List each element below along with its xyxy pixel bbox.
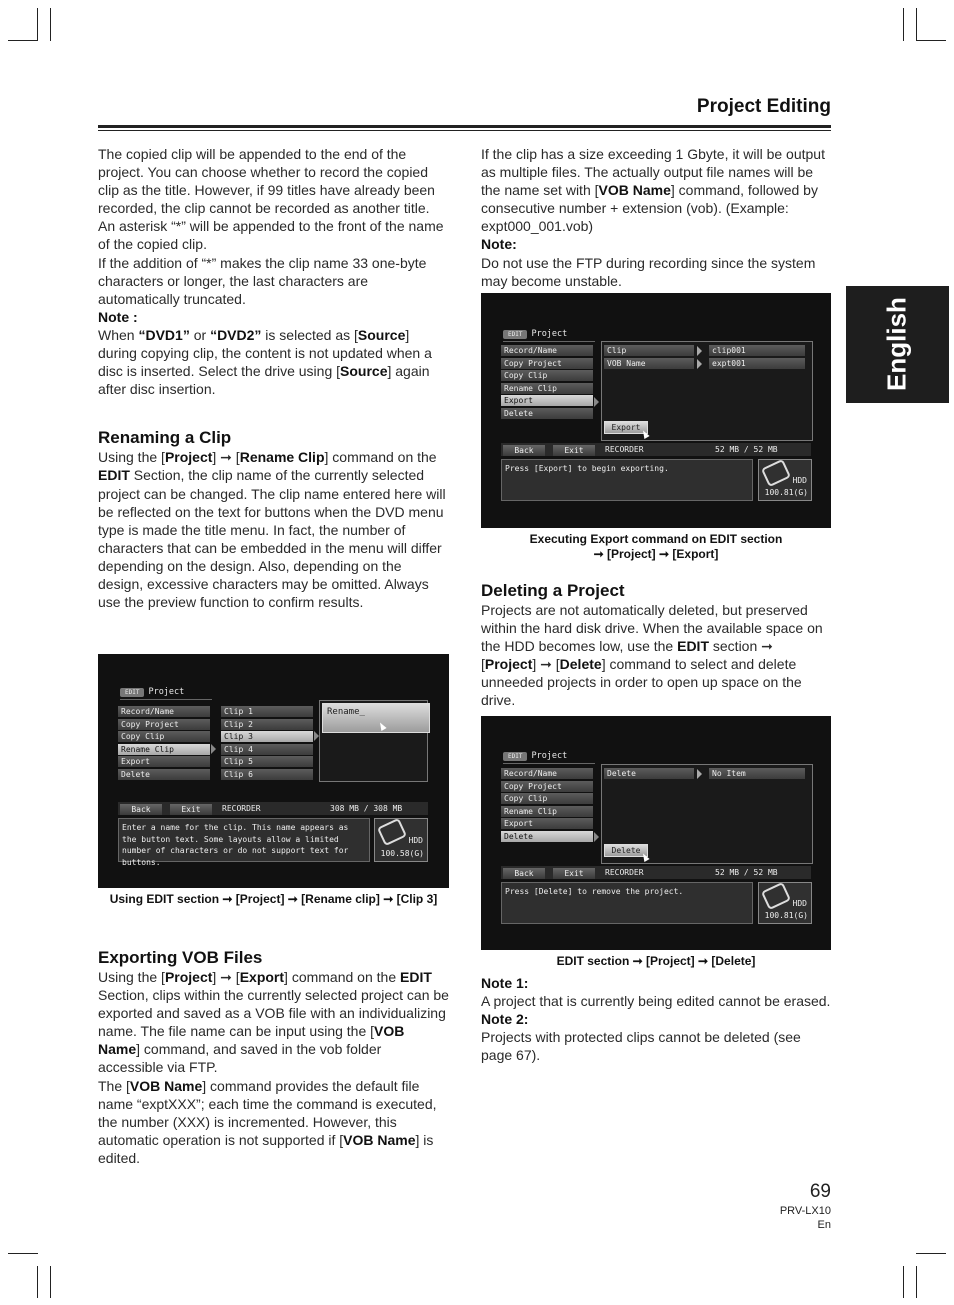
menu-item-selected[interactable]: Rename Clip (118, 744, 210, 755)
delete-caption: EDIT section ➞ [Project] ➞ [Delete] (556, 954, 756, 968)
rename-caption: Using EDIT section ➞ [Project] ➞ [Rename clip] ➞ [Clip 3] (109, 892, 438, 906)
menu-item[interactable]: Copy Project (501, 358, 593, 369)
menu-item[interactable]: Delete (118, 769, 210, 780)
field-label: Delete (604, 768, 694, 779)
menu-item[interactable]: Rename Clip (501, 383, 593, 394)
space-readout: 308 MB / 308 MB (330, 804, 403, 813)
intro-paragraph: The copied clip will be appended to the end of the project. You can choose whether to record the copied clip as the title. However, if 99 titles have already been recorded, the clip cannot be recorded as another title. (98, 146, 435, 217)
clip-value[interactable]: clip001 (709, 345, 805, 356)
space-readout: 52 MB / 52 MB (715, 868, 778, 877)
menu-item[interactable]: Copy Clip (118, 731, 210, 742)
export-caption: Executing Export command on EDIT section ➞ [Project] ➞ [Export] (529, 532, 783, 561)
exporting-text: Using the [Project] ➞ [Export] command on the EDIT Section, clips within the currently selected project can be exported and saved as a VOB file with an individualizing name. The file name can be input using the [VOB Name] command, and saved in the vob folder accessible via FTP. (98, 969, 449, 1076)
exporting-text-2: The [VOB Name] command provides the default file name “exptXXX”; each time the command is executed, the number (XXX) is incremented. However, this automatic operation is not supported if [VOB Name] is edited. (98, 1077, 437, 1166)
menu-item[interactable]: Export (118, 756, 210, 767)
deleting-text: Projects are not automatically deleted, but preserved within the hard disk drive. When the available space on the HDD becomes low, use the EDIT section ➞ [Project] ➞ [Delete] command to select and delete unneeded projects in order to open up space on the drive. (481, 602, 823, 709)
hdd-indicator: HDD 100.81(G) (758, 459, 812, 501)
section-title: Project Editing (696, 96, 831, 117)
delete-button[interactable]: Delete (604, 844, 648, 857)
delete-screenshot: EDIT Project Record/Name Copy Project Copy Clip Rename Clip Export Delete Delete No Item Delete Back Exit RECORDER 52 MB / 52 MB Press [Delete] to remove the project. HDD 100.81(G) (481, 716, 831, 950)
note-label: Note : (98, 308, 138, 325)
exporting-heading: Exporting VOB Files (98, 948, 263, 967)
message-box: Enter a name for the clip. This name appears as the button text. Some layouts allow a limited number of characters or do not support text for buttons. (118, 818, 370, 862)
hdd-indicator: HDD 100.81(G) (758, 882, 812, 924)
clip-item[interactable]: Clip 1 (221, 706, 313, 717)
field-label: VOB Name (604, 358, 694, 369)
header-rule-thin (98, 130, 831, 131)
clip-item[interactable]: Clip 6 (221, 769, 313, 780)
message-box: Press [Export] to begin exporting. (501, 459, 753, 501)
deleting-section (481, 581, 831, 710)
menu-item[interactable]: Record/Name (501, 345, 593, 356)
page-number: 69 (809, 1181, 831, 1202)
tab-project: Project (148, 687, 185, 697)
space-readout: 52 MB / 52 MB (715, 445, 778, 454)
renaming-text: Using the [Project] ➞ [Rename Clip] command on the EDIT Section, the clip name of the currently selected project can be changed. The clip name entered here will be reflected on the text for buttons when the DVD menu type is made the title menu. In fact, the number of characters that can be embedded in the menu will differ depending on the design. Also, depending on the design, excessive characters may be omitted. Always use the preview function to confirm results. (98, 449, 446, 611)
tab-project: Project (531, 329, 568, 339)
menu-item-selected[interactable]: Export (501, 395, 593, 406)
intro-paragraph: An asterisk “*” will be appended to the front of the name of the copied clip. (98, 218, 444, 253)
note1-text: A project that is currently being edited cannot be erased. (481, 993, 831, 1010)
clip-item-selected[interactable]: Clip 3 (221, 731, 313, 742)
menu-item[interactable]: Record/Name (118, 706, 210, 717)
rename-field[interactable]: Rename_ (322, 703, 430, 733)
delete-notes (481, 974, 831, 1064)
export-button[interactable]: Export (604, 421, 648, 434)
renaming-heading: Renaming a Clip (98, 428, 232, 448)
menu-item[interactable]: Copy Project (118, 719, 210, 730)
recorder-label: RECORDER (605, 868, 644, 877)
menu-item[interactable]: Export (501, 818, 593, 829)
menu-item[interactable]: Record/Name (501, 768, 593, 779)
hdd-icon (761, 882, 791, 910)
menu-item[interactable]: Copy Clip (501, 370, 593, 381)
menu-item[interactable]: Rename Clip (501, 806, 593, 817)
recorder-label: RECORDER (222, 804, 261, 813)
recorder-label: RECORDER (605, 445, 644, 454)
back-button[interactable]: Back (503, 868, 545, 879)
back-button[interactable]: Back (120, 804, 162, 815)
left-column (98, 145, 450, 611)
note-label: Note: (481, 236, 517, 253)
project-value[interactable]: No Item (709, 768, 805, 779)
note1-label: Note 1: (481, 975, 529, 991)
exit-button[interactable]: Exit (170, 804, 212, 815)
export-screenshot: EDIT Project Record/Name Copy Project Copy Clip Rename Clip Export Delete Clip VOB Name clip001 expt001 Export Back Exit RECORDER 52 MB / 52 MB Press [Export] to begin exporting. HDD 100.81(G) (481, 293, 831, 528)
clip-item[interactable]: Clip 5 (221, 756, 313, 767)
exit-button[interactable]: Exit (553, 445, 595, 456)
hdd-indicator: HDD 100.58(G) (374, 818, 428, 862)
rename-screenshot: EDIT Project Record/Name Copy Project Copy Clip Rename Clip Export Delete Clip 1 Clip 2 Clip 3 Clip 4 Clip 5 Clip 6 Rename_ Back Exit RECORDER 308 MB / 308 MB Enter a name for the clip. This name appears as the button text. Some layouts allow a limited number of characters or do not support text for buttons. HDD 100.58(G) (98, 654, 449, 888)
model-code: PRV-LX10 En (779, 1205, 831, 1231)
hdd-icon (377, 818, 407, 846)
deleting-heading: Deleting a Project (481, 581, 625, 600)
clip-item[interactable]: Clip 2 (221, 719, 313, 730)
note2-label: Note 2: (481, 1011, 529, 1028)
note2-text: Projects with protected clips cannot be deleted (see page 67). (481, 1029, 801, 1064)
note-text: Do not use the FTP during recording since the system may become unstable. (481, 254, 816, 289)
exit-button[interactable]: Exit (553, 868, 595, 879)
exporting-section (98, 948, 450, 1167)
tab-project: Project (531, 751, 568, 761)
language-tab: English (846, 286, 949, 403)
message-box: Press [Delete] to remove the project. (501, 882, 753, 924)
field-label: Clip (604, 345, 694, 356)
vob-name-value[interactable]: expt001 (709, 358, 805, 369)
menu-item-selected[interactable]: Delete (501, 831, 593, 842)
menu-item[interactable]: Copy Project (501, 781, 593, 792)
size-text: If the clip has a size exceeding 1 Gbyte, it will be output as multiple files. The actually output file names will be the name set with [VOB Name] command, followed by consecutive number + extension (vob). (Example: expt000_001.vob) (481, 146, 825, 235)
right-column (481, 145, 831, 290)
clip-item[interactable]: Clip 4 (221, 744, 313, 755)
back-button[interactable]: Back (503, 445, 545, 456)
menu-item[interactable]: Copy Clip (501, 793, 593, 804)
header-rule (98, 125, 831, 128)
note-text: When “DVD1” or “DVD2” is selected as [Source] during copying clip, the content is not updated when a disc is inserted. Select the drive using [Source] again after disc insertion. (98, 326, 432, 398)
menu-item[interactable]: Delete (501, 408, 593, 419)
intro-paragraph: If the addition of “*” makes the clip name 33 one-byte characters or longer, the last characters are automatically truncated. (98, 254, 427, 307)
hdd-icon (761, 459, 791, 487)
